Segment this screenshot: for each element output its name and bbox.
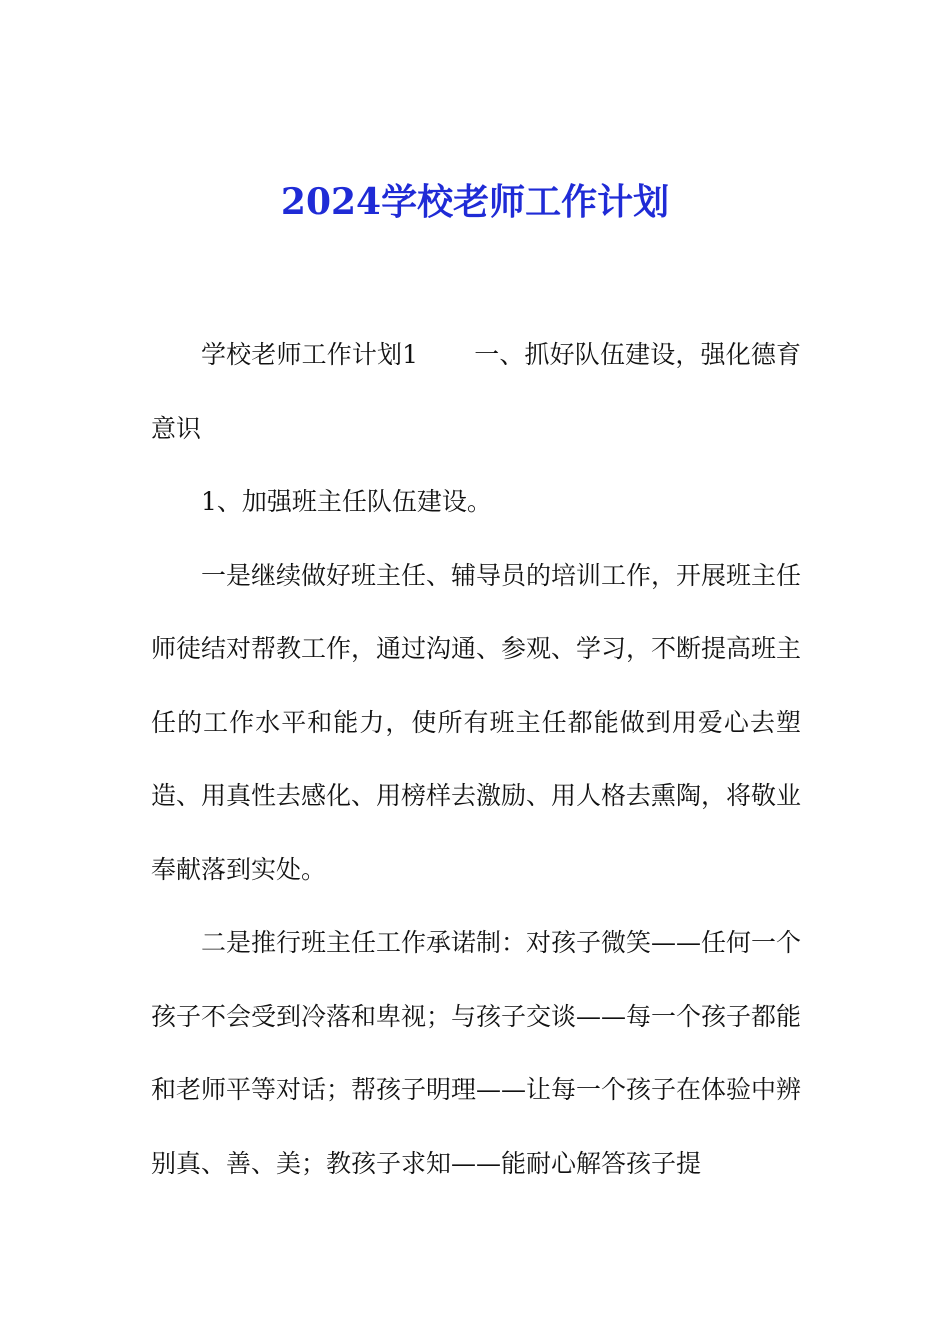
document-body [151,318,801,1200]
paragraph-4: 二是推行班主任工作承诺制：对孩子微笑——任何一个孩子不会受到冷落和卑视；与孩子交谈——每一个孩子都能和老师平等对话；帮孩子明理——让每一个孩子在体验中辨别真、善、美；教孩子求知——能耐心解答孩子提 [151,928,802,1178]
section-heading: 一、抓好队伍建设，强化德育意识 [151,340,801,443]
paragraph-1 [151,318,801,465]
document-title: 2024学校老师工作计划 [280,181,670,223]
paragraph-2: 1、加强班主任队伍建设。 [201,487,492,516]
section-label: 学校老师工作计划1 [201,340,419,369]
paragraph-3: 一是继续做好班主任、辅导员的培训工作，开展班主任师徒结对帮教工作，通过沟通、参观、学习，不断提高班主任的工作水平和能力，使所有班主任都能做到用爱心去塑造、用真性去感化、用榜样去激励、用人格去熏陶，将敬业奉献落到实处。 [151,560,802,884]
